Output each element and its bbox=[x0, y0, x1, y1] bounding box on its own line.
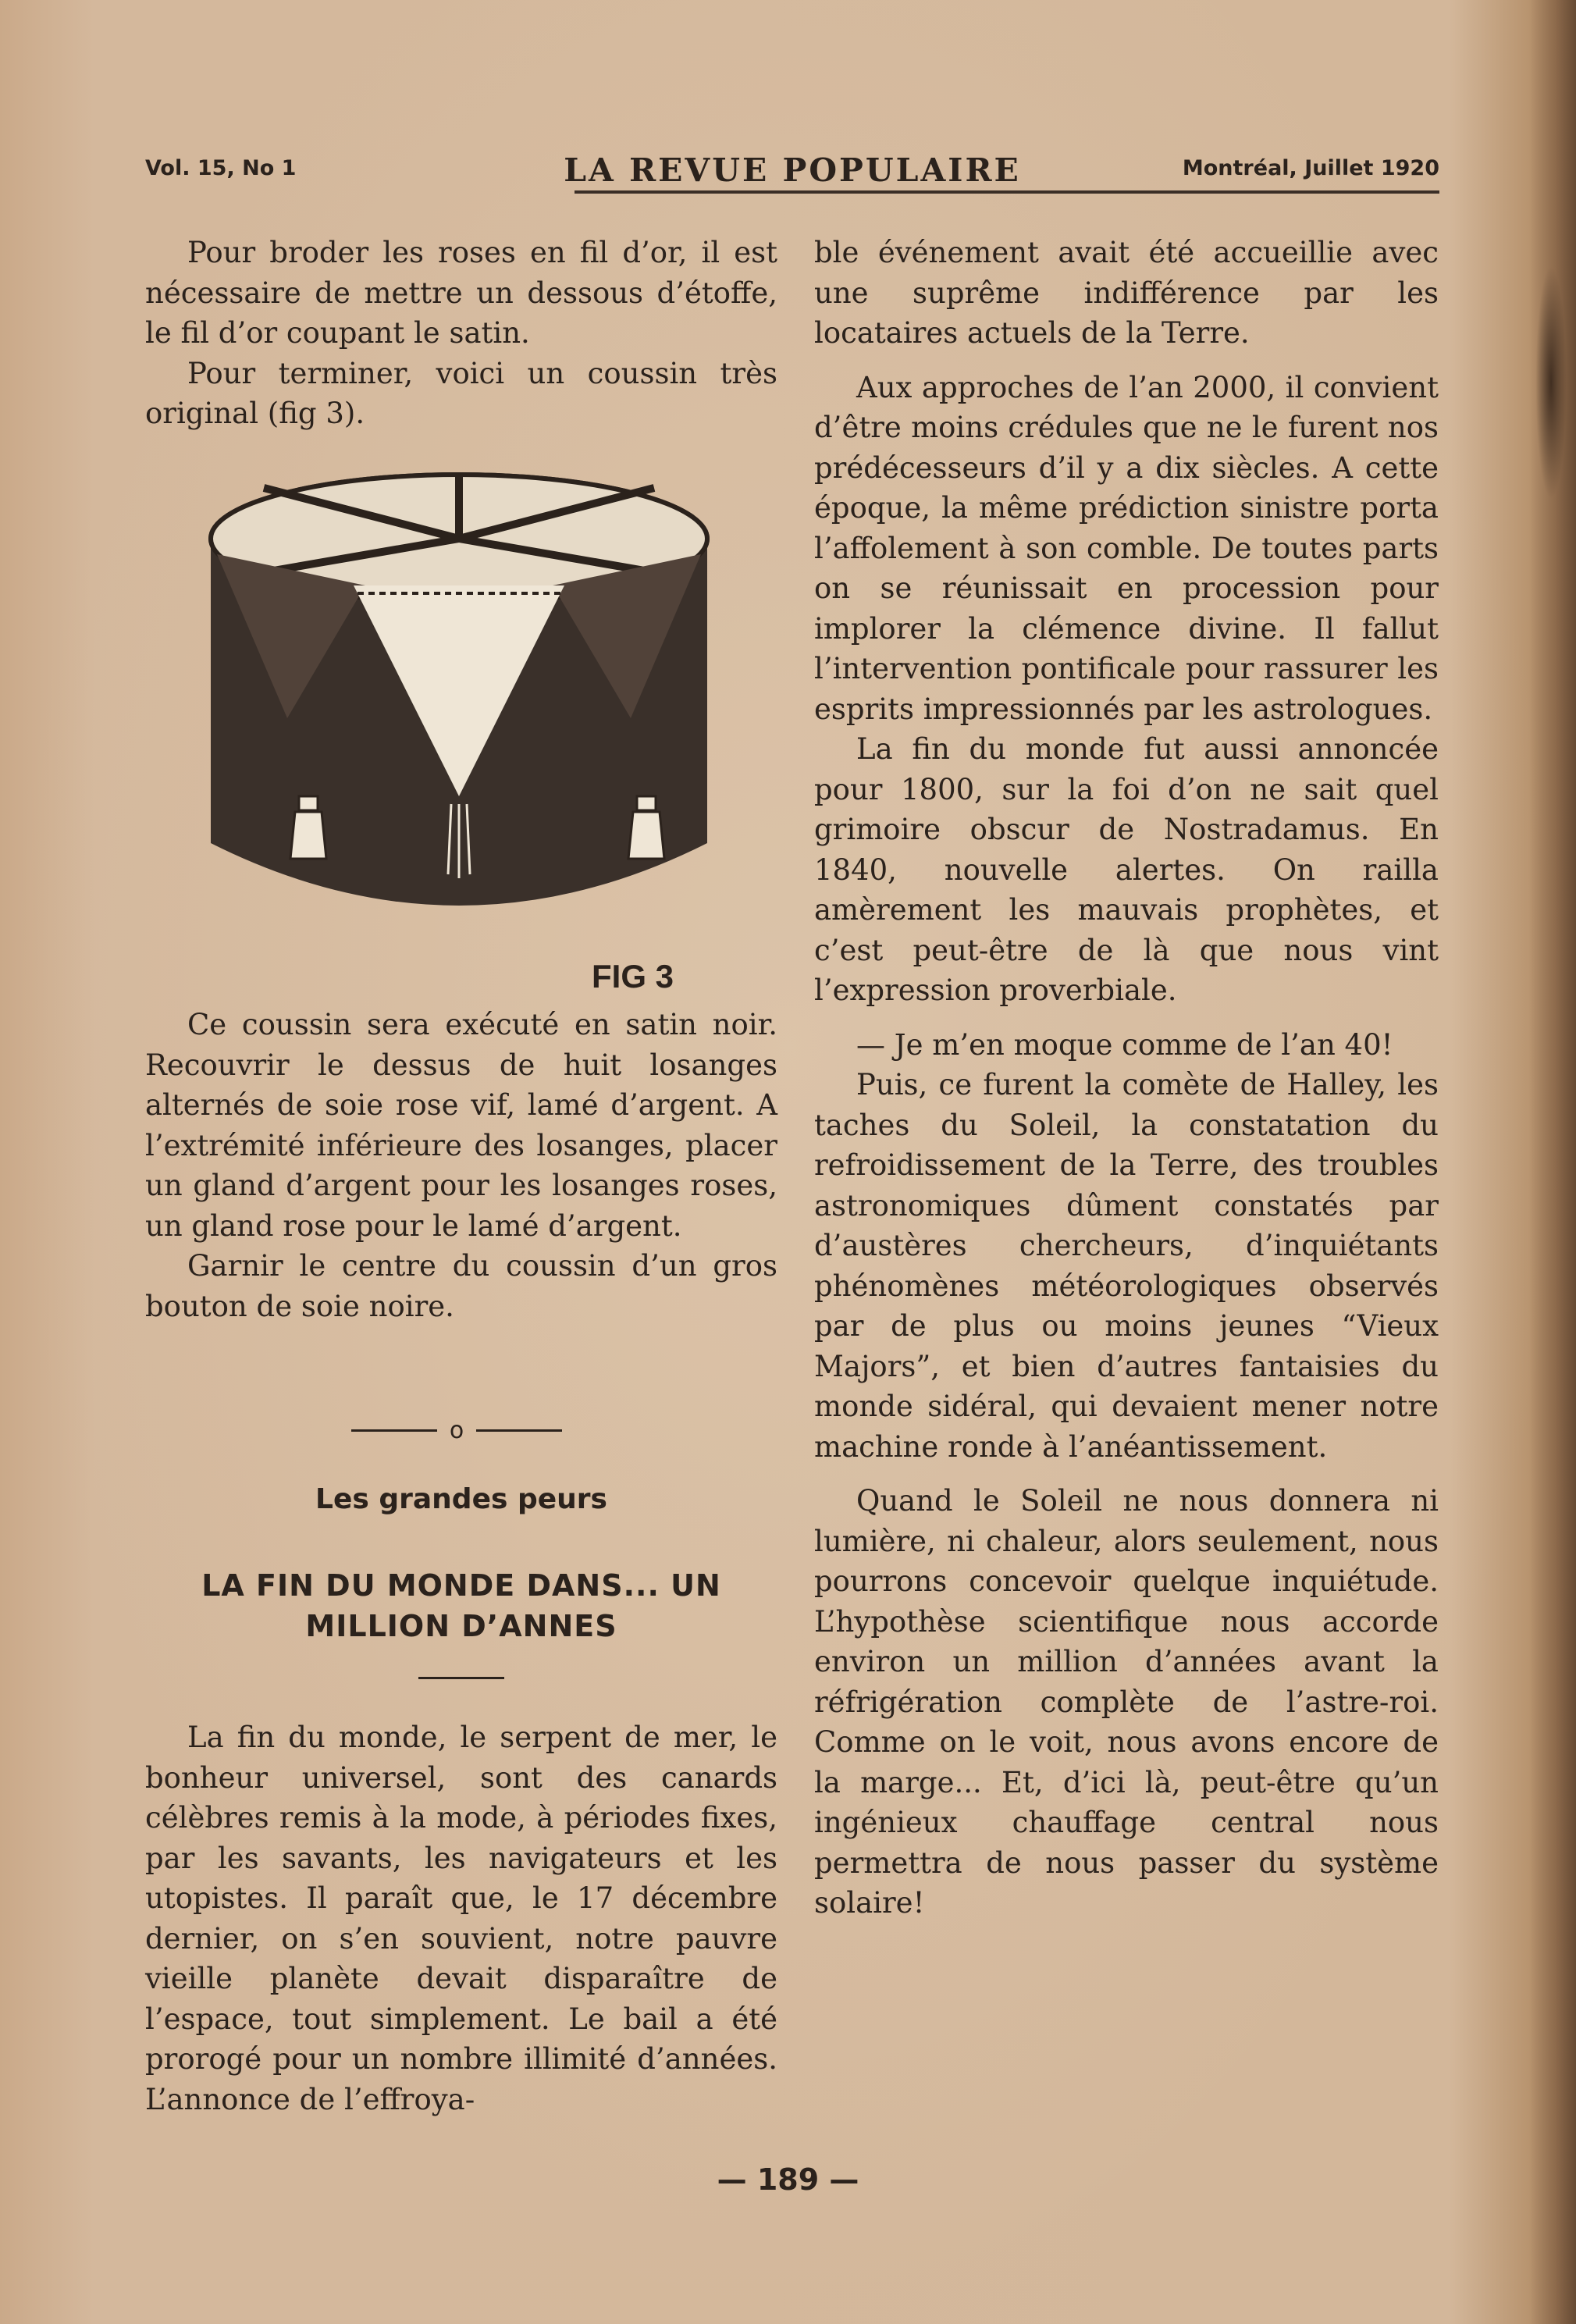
ink-stain bbox=[1535, 265, 1567, 500]
paragraph: Ce coussin sera exécuté en satin noir. Recouvrir le dessus de huit losanges alternés de soie rose vif, lamé d’argent. A l’extrémité inférieure des losanges, placer un gland d’argent pour les losanges roses, un gland rose pour le lamé d’argent. bbox=[145, 1008, 777, 1243]
page-number: — 189 — bbox=[717, 2162, 859, 2197]
publication-title: LA REVUE POPULAIRE bbox=[564, 151, 1021, 189]
article-body-left bbox=[145, 1717, 777, 2119]
section-divider bbox=[351, 1417, 562, 1444]
header-rule bbox=[575, 190, 1439, 194]
right-column bbox=[814, 233, 1439, 1924]
left-column-continued bbox=[145, 1005, 777, 1326]
paragraph: La fin du monde fut aussi annoncée pour 1800, sur la foi d’on ne sait quel grimoire obscur de Nostradamus. En 1840, nouvelle alertes. On railla amèrement les mauvais prophètes, et c’est peut-être de là que nous vint l’expression proverbiale. bbox=[814, 732, 1439, 1007]
paragraph: La fin du monde, le serpent de mer, le bonheur universel, sont des canards célèbres remis à la mode, à périodes fixes, par les savants, les navigateurs et les utopistes. Il paraît que, le 17 décembre dernier, on s’en souvient, notre pauvre vieille planète devait disparaître de l’espace, tout simplement. Le bail a été prorogé pour un nombre illimité d’années. L’annonce de l’effroya- bbox=[145, 1721, 777, 2116]
paragraph: Quand le Soleil ne nous donnera ni lumière, ni chaleur, alors seulement, nous pourrons concevoir quelque inquiétude. L’hypothèse scientifique nous accorde environ un million d’années avant la réfrigération complète de l’astre-roi. Comme on le voit, nous avons encore de la marge... Et, d’ici là, peut-être qu’un ingénieux chauffage central nous permettra de nous passer du système solaire! bbox=[814, 1484, 1439, 1920]
paragraph: Puis, ce furent la comète de Halley, les taches du Soleil, la constatation du refroidissement de la Terre, des troubles astronomiques dûment constatés par d’austères chercheurs, d’inquiétants phénomènes météorologiques observés par de plus ou moins jeunes “Vieux Majors”, et bien d’autres fantaisies du monde sidéral, qui devaient mener notre machine ronde à l’anéantissement. bbox=[814, 1068, 1439, 1464]
paragraph: Garnir le centre du coussin d’un gros bouton de soie noire. bbox=[145, 1249, 777, 1323]
divider-mark: o bbox=[449, 1417, 464, 1444]
cushion-illustration bbox=[201, 468, 717, 999]
title-rule bbox=[418, 1677, 504, 1679]
paragraph: Pour terminer, voici un coussin très original (fig 3). bbox=[145, 356, 777, 430]
section-kicker: Les grandes peurs bbox=[315, 1483, 607, 1515]
left-column bbox=[145, 233, 777, 434]
paragraph: Aux approches de l’an 2000, il convient d’être moins crédules que ne le furent nos prédécesseurs d’il y a dix siècles. A cette époque, la même prédiction sinistre porta l’affolement à son comble. De toutes parts on se réunissait en procession pour implorer la clémence divine. Il fallut l’intervention pontificale pour rassurer les esprits impressionnés par les astrologues. bbox=[814, 370, 1439, 726]
volume-number: Vol. 15, No 1 bbox=[145, 156, 297, 180]
running-header bbox=[145, 151, 1439, 190]
paragraph: — Je m’en moque comme de l’an 40! bbox=[856, 1027, 1393, 1062]
paragraph: ble événement avait été accueillie avec une suprême indifférence par les locataires actuels de la Terre. bbox=[814, 236, 1439, 350]
paragraph: Pour broder les roses en fil d’or, il est nécessaire de mettre un dessous d’étoffe, le fil d’or coupant le satin. bbox=[145, 236, 777, 350]
issue-date: Montréal, Juillet 1920 bbox=[1182, 156, 1439, 180]
article-title: LA FIN DU MONDE DANS... UN MILLION D’ANNES bbox=[201, 1568, 721, 1643]
figure-label: FIG 3 bbox=[592, 958, 674, 995]
